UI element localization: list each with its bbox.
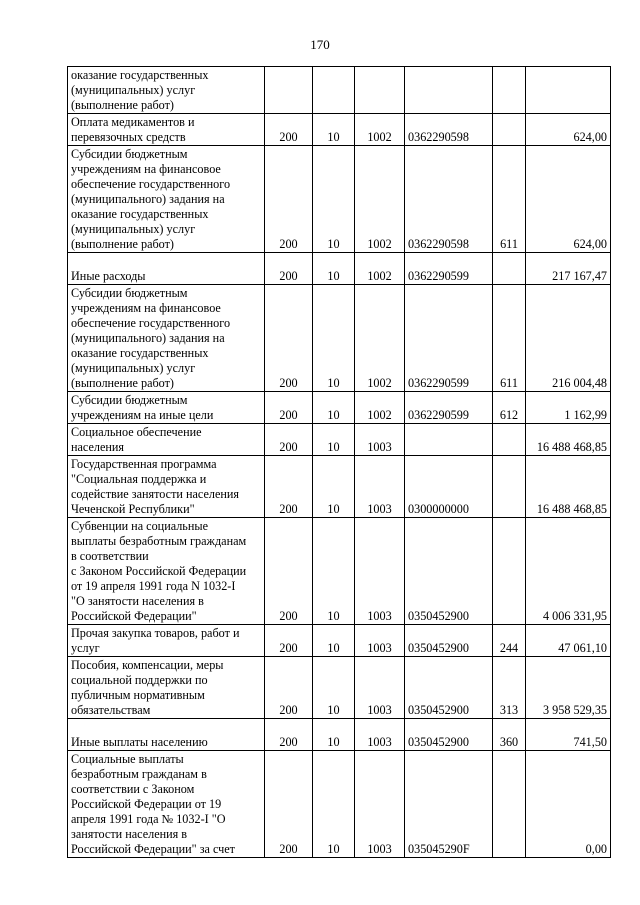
cell-expense-type: 313	[493, 657, 526, 719]
page-number: 170	[310, 37, 330, 52]
cell-name: Социальные выплаты безработным гражданам в соответствии с Законом Российской Федерации от 19 апреля 1991 года № 1032-I "О занятости населения в Российской Федерации" за счет	[68, 751, 265, 858]
cell-subsection: 1003	[355, 657, 405, 719]
cell-amount: 0,00	[526, 751, 611, 858]
cell-section: 10	[313, 392, 355, 424]
cell-subsection: 1002	[355, 392, 405, 424]
cell-name: Прочая закупка товаров, работ и услуг	[68, 625, 265, 657]
cell-expense-type: 611	[493, 285, 526, 392]
cell-amount: 4 006 331,95	[526, 518, 611, 625]
cell-target-article: 0362290599	[405, 285, 493, 392]
cell-ministry: 200	[265, 285, 313, 392]
cell-subsection: 1002	[355, 285, 405, 392]
cell-expense-type	[493, 751, 526, 858]
cell-target-article	[405, 67, 493, 114]
cell-subsection	[355, 67, 405, 114]
cell-name: Субсидии бюджетным учреждениям на иные цели	[68, 392, 265, 424]
cell-section: 10	[313, 518, 355, 625]
table-row	[68, 657, 611, 719]
cell-ministry: 200	[265, 719, 313, 751]
cell-subsection: 1002	[355, 146, 405, 253]
cell-amount	[526, 67, 611, 114]
cell-ministry	[265, 67, 313, 114]
table-row	[68, 424, 611, 456]
table-row	[68, 253, 611, 285]
cell-amount: 16 488 468,85	[526, 424, 611, 456]
cell-target-article: 0350452900	[405, 625, 493, 657]
cell-amount: 16 488 468,85	[526, 456, 611, 518]
cell-amount: 47 061,10	[526, 625, 611, 657]
cell-name: Государственная программа "Социальная поддержка и содействие занятости населения Чеченской Республики"	[68, 456, 265, 518]
cell-target-article: 0362290599	[405, 253, 493, 285]
cell-name: Иные выплаты населению	[68, 719, 265, 751]
cell-section: 10	[313, 424, 355, 456]
cell-section: 10	[313, 146, 355, 253]
cell-name: Пособия, компенсации, меры социальной поддержки по публичным нормативным обязательствам	[68, 657, 265, 719]
table-row	[68, 146, 611, 253]
cell-amount: 741,50	[526, 719, 611, 751]
table-row	[68, 625, 611, 657]
cell-section	[313, 67, 355, 114]
cell-amount: 624,00	[526, 114, 611, 146]
table-row	[68, 456, 611, 518]
cell-target-article: 0350452900	[405, 518, 493, 625]
table-row	[68, 114, 611, 146]
cell-target-article: 0362290598	[405, 146, 493, 253]
table-row	[68, 67, 611, 114]
cell-ministry: 200	[265, 424, 313, 456]
cell-ministry: 200	[265, 625, 313, 657]
cell-expense-type	[493, 67, 526, 114]
table-row	[68, 518, 611, 625]
cell-expense-type: 611	[493, 146, 526, 253]
cell-amount: 217 167,47	[526, 253, 611, 285]
cell-target-article: 0362290598	[405, 114, 493, 146]
cell-ministry: 200	[265, 114, 313, 146]
cell-ministry: 200	[265, 253, 313, 285]
cell-subsection: 1003	[355, 518, 405, 625]
cell-name: Оплата медикаментов и перевязочных средств	[68, 114, 265, 146]
cell-name: оказание государственных (муниципальных) услуг (выполнение работ)	[68, 67, 265, 114]
cell-subsection: 1003	[355, 751, 405, 858]
table-row	[68, 751, 611, 858]
cell-section: 10	[313, 114, 355, 146]
cell-amount: 1 162,99	[526, 392, 611, 424]
cell-expense-type	[493, 518, 526, 625]
cell-target-article: 0350452900	[405, 657, 493, 719]
cell-subsection: 1003	[355, 625, 405, 657]
cell-subsection: 1002	[355, 253, 405, 285]
cell-amount: 216 004,48	[526, 285, 611, 392]
cell-target-article: 0300000000	[405, 456, 493, 518]
cell-ministry: 200	[265, 751, 313, 858]
cell-subsection: 1003	[355, 424, 405, 456]
cell-ministry: 200	[265, 392, 313, 424]
cell-subsection: 1003	[355, 456, 405, 518]
cell-section: 10	[313, 625, 355, 657]
cell-subsection: 1002	[355, 114, 405, 146]
cell-target-article	[405, 424, 493, 456]
cell-ministry: 200	[265, 146, 313, 253]
cell-subsection: 1003	[355, 719, 405, 751]
budget-table-body	[68, 67, 611, 858]
cell-expense-type: 612	[493, 392, 526, 424]
cell-ministry: 200	[265, 518, 313, 625]
cell-expense-type: 244	[493, 625, 526, 657]
cell-section: 10	[313, 719, 355, 751]
cell-expense-type	[493, 424, 526, 456]
cell-target-article: 0362290599	[405, 392, 493, 424]
table-row	[68, 285, 611, 392]
cell-section: 10	[313, 751, 355, 858]
cell-expense-type	[493, 114, 526, 146]
cell-target-article: 0350452900	[405, 719, 493, 751]
cell-name: Субсидии бюджетным учреждениям на финансовое обеспечение государственного (муниципального) задания на оказание государственных (муниципальных) услуг (выполнение работ)	[68, 146, 265, 253]
cell-ministry: 200	[265, 456, 313, 518]
cell-target-article: 035045290F	[405, 751, 493, 858]
cell-name: Субвенции на социальные выплаты безработным гражданам в соответствии с Законом Российской Федерации от 19 апреля 1991 года N 1032-I "О занятости населения в Российской Федерации"	[68, 518, 265, 625]
cell-section: 10	[313, 657, 355, 719]
cell-expense-type	[493, 253, 526, 285]
table-row	[68, 719, 611, 751]
cell-section: 10	[313, 285, 355, 392]
cell-section: 10	[313, 253, 355, 285]
cell-name: Субсидии бюджетным учреждениям на финансовое обеспечение государственного (муниципального) задания на оказание государственных (муниципальных) услуг (выполнение работ)	[68, 285, 265, 392]
table-row	[68, 392, 611, 424]
cell-name: Иные расходы	[68, 253, 265, 285]
cell-section: 10	[313, 456, 355, 518]
cell-name: Социальное обеспечение населения	[68, 424, 265, 456]
cell-amount: 3 958 529,35	[526, 657, 611, 719]
budget-table	[67, 66, 611, 858]
cell-amount: 624,00	[526, 146, 611, 253]
cell-expense-type: 360	[493, 719, 526, 751]
cell-expense-type	[493, 456, 526, 518]
cell-ministry: 200	[265, 657, 313, 719]
